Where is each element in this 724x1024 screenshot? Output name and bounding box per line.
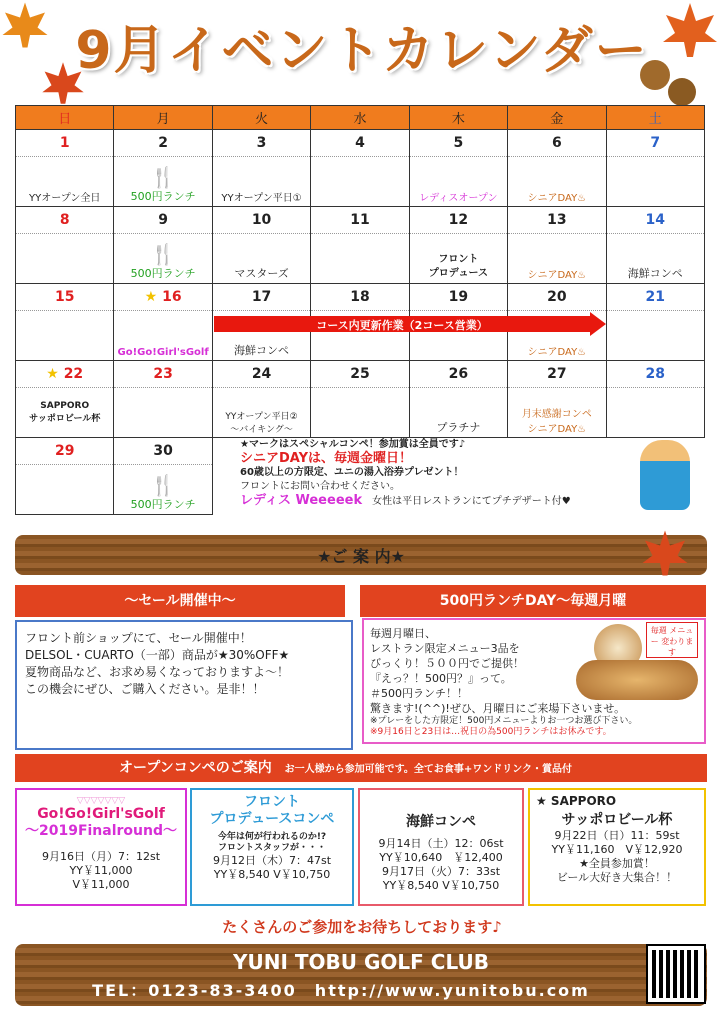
day-number: 4 [311, 130, 409, 157]
open-comp-subtitle: お一人様から参加可能です。全てお食事+ワンドリンク・賞品付 [284, 764, 573, 775]
day-event [16, 465, 114, 515]
day-event: マスターズ [212, 234, 310, 284]
day-number: 24 [212, 361, 310, 388]
comp-line: V￥11,000 [72, 878, 130, 891]
comp-line: 9月12日（木）7：47st [212, 854, 332, 867]
day-event: フロント プロデュース [409, 234, 507, 284]
day-number: 13 [508, 207, 606, 234]
note-ladies: レディス Weeeeek [240, 493, 363, 508]
food-photo [576, 660, 698, 700]
day-number: 12 [409, 207, 507, 234]
day-number: 14 [606, 207, 704, 234]
star-icon: ★ [46, 366, 59, 382]
comp-card-girls: ▽▽▽▽▽▽▽ Go!Go!Girl'sGolf ～2019Finalround～ 9月16日（月）7：12st YY￥11,000 V￥11,000 [15, 788, 187, 906]
lunch-line: 『えっ？！500円？』って。 [370, 672, 512, 685]
comp-line: YY￥11,160 V￥12,920 [551, 843, 683, 856]
lunch-line: 驚きます!(^^)!ぜひ、月曜日にご来場下さいませ。 [370, 702, 626, 715]
comp-line: ★全員参加賞！ [579, 857, 655, 870]
day-event: YYオープン全日 [16, 157, 114, 207]
lunch-label: 500円ランチ [130, 267, 196, 280]
comp-title: Go!Go!Girl'sGolf [37, 806, 165, 822]
open-comp-header [15, 754, 707, 782]
contact-info[interactable]: TEL：0123-83-3400 http://www.yunitobu.com [92, 981, 590, 1000]
club-name: YUNI TOBU GOLF CLUB [233, 950, 489, 974]
lunch-line: びっくり！５００円でご提供！ [370, 657, 524, 670]
day-number: 30 [114, 438, 212, 465]
day-event: シニアDAY♨ [508, 234, 606, 284]
lunch-note: ※9月16日と23日は…祝日の為500円ランチはお休みです。 [370, 727, 612, 737]
sapporo-logo: ★ SAPPORO [536, 794, 617, 808]
weekday-sat: 土 [606, 106, 704, 130]
day-number: 1 [16, 130, 114, 157]
cutlery-icon: 🍴 [150, 165, 176, 189]
day-event [114, 234, 212, 284]
open-comp-title: オープンコンペのご案内 [119, 760, 272, 776]
note-line: ★マークはスペシャルコンペ！参加賞は全員です♪ [240, 439, 466, 450]
menu-badge: 毎週 メニュー 変わります [646, 622, 698, 658]
comp-title: サッポロビール杯 [561, 812, 673, 828]
comp-card-sapporo [528, 788, 706, 906]
day-event [16, 234, 114, 284]
guide-title: ★ご 案 内★ [317, 547, 405, 566]
comp-line: ビール大好き大集合！！ [556, 871, 678, 884]
sale-line: フロント前ショップにて、セール開催中！ [25, 631, 252, 645]
sale-line: 夏物商品など、お求め易くなっておりますよ～！ [25, 665, 290, 679]
maple-leaf-icon [640, 528, 690, 578]
day-number: 19 [409, 284, 507, 311]
day-number: 28 [606, 361, 704, 388]
day-event [311, 388, 409, 438]
comp-line: YY￥11,000 [69, 864, 133, 877]
day-event [311, 234, 409, 284]
weekday-tue: 火 [212, 106, 310, 130]
day-event: シニアDAY♨ [508, 157, 606, 207]
weekday-mon: 月 [114, 106, 212, 130]
day-number: 26 [409, 361, 507, 388]
day-number: 7 [606, 130, 704, 157]
day-number: ★ 16 [114, 284, 212, 311]
comp-line: YY￥10,640 ￥12,400 [379, 851, 503, 864]
sale-line: DELSOL・CUARTO（一部）商品が★30%OFF★ [25, 648, 290, 662]
day-number: 8 [16, 207, 114, 234]
qr-code[interactable] [648, 946, 704, 1002]
day-event: YYオープン平日① [212, 157, 310, 207]
note-ladies-detail: 女性は平日レストランにてプチデザート付♥ [372, 496, 571, 507]
day-event: 月末感謝コンペ シニアDAY♨ [508, 388, 606, 438]
day-event: 海鮮コンペ [212, 311, 310, 361]
footer-banner [15, 944, 707, 1006]
note-line: 60歳以上の方限定、ユニの湯入浴券プレゼント！ [240, 467, 464, 478]
comp-card-seafood [358, 788, 524, 906]
calendar-notes [240, 438, 660, 509]
day-event: SAPPORO サッポロビール杯 [16, 388, 114, 438]
closing-message: たくさんのご参加をお待ちしております♪ [222, 918, 502, 936]
lunch-note: ※プレーをした方限定！500円メニューよりお一つお選び下さい。 [370, 716, 638, 726]
comp-title: フロント プロデュースコンペ [209, 794, 335, 827]
weekday-thu: 木 [409, 106, 507, 130]
comp-card-front [190, 788, 354, 906]
weekday-wed: 水 [311, 106, 409, 130]
day-event: 海鮮コンペ [606, 234, 704, 284]
day-number: 25 [311, 361, 409, 388]
comp-line: 9月17日（火）7：33st [381, 865, 501, 878]
day-number: 2 [114, 130, 212, 157]
comp-line: 9月14日（土）12：06st [378, 837, 504, 850]
lunch-label: 500円ランチ [130, 190, 196, 203]
day-event [16, 311, 114, 361]
comp-line: 9月22日（日）11：59st [554, 829, 680, 842]
golfer-illustration [640, 440, 690, 510]
day-event: YYオープン平日② ～バイキング～ [212, 388, 310, 438]
comp-subtitle: ～2019Finalround～ [24, 823, 178, 839]
day-number: 9 [114, 207, 212, 234]
lunch-line: ＃500円ランチ！！ [370, 687, 468, 700]
day-event: レディスオープン [409, 157, 507, 207]
comp-subtitle: 今年は何が行われるのか!? フロントスタッフが・・・ [217, 832, 327, 853]
star-icon: ★ [144, 289, 158, 305]
lunch-line: レストラン限定メニュー3品を [370, 642, 520, 655]
day-event: シニアDAY♨ [508, 311, 606, 361]
day-event [114, 465, 212, 515]
day-number: 6 [508, 130, 606, 157]
day-number: 11 [311, 207, 409, 234]
day-number: 10 [212, 207, 310, 234]
comp-line: YY￥8,540 V￥10,750 [382, 879, 500, 892]
day-event: Go!Go!Girl'sGolf [114, 311, 212, 361]
day-event [311, 157, 409, 207]
day-event [114, 157, 212, 207]
day-number: 27 [508, 361, 606, 388]
lunch-label: 500円ランチ [130, 498, 196, 511]
lunch-header: 500円ランチDAY～毎週月曜 [360, 585, 706, 617]
lunch-line: 毎週月曜日、 [370, 627, 436, 640]
sale-header: ～セール開催中～ [15, 585, 345, 617]
day-event: プラチナ [409, 388, 507, 438]
day-event [606, 388, 704, 438]
weekday-fri: 金 [508, 106, 606, 130]
comp-title: 海鮮コンペ [406, 814, 476, 830]
sale-box [15, 620, 353, 750]
day-event [606, 311, 704, 361]
note-line: フロントにお問い合わせください。 [240, 481, 400, 492]
day-number: 5 [409, 130, 507, 157]
day-number: 29 [16, 438, 114, 465]
day-number: 23 [114, 361, 212, 388]
note-senior: シニアDAYは、毎週金曜日！ [240, 451, 413, 466]
day-number: 20 [508, 284, 606, 311]
comp-line: YY￥8,540 V￥10,750 [213, 868, 331, 881]
day-event [606, 157, 704, 207]
day-number: 18 [311, 284, 409, 311]
comp-line: 9月16日（月）7：12st [41, 850, 161, 863]
guide-banner [15, 535, 707, 575]
day-number: 3 [212, 130, 310, 157]
sale-line: この機会にぜひ、ご購入ください。是非！！ [25, 682, 265, 696]
cutlery-icon: 🍴 [150, 473, 176, 497]
cutlery-icon: 🍴 [150, 242, 176, 266]
weekday-sun: 日 [16, 106, 114, 130]
day-number: ★ 22 [16, 361, 114, 388]
page-title: 9月イベントカレンダー [75, 21, 649, 81]
day-number: 15 [16, 284, 114, 311]
day-number: 21 [606, 284, 704, 311]
course-work-label: コース内更新作業（2コース営業） [316, 319, 488, 332]
day-event [114, 388, 212, 438]
day-number: 17 [212, 284, 310, 311]
